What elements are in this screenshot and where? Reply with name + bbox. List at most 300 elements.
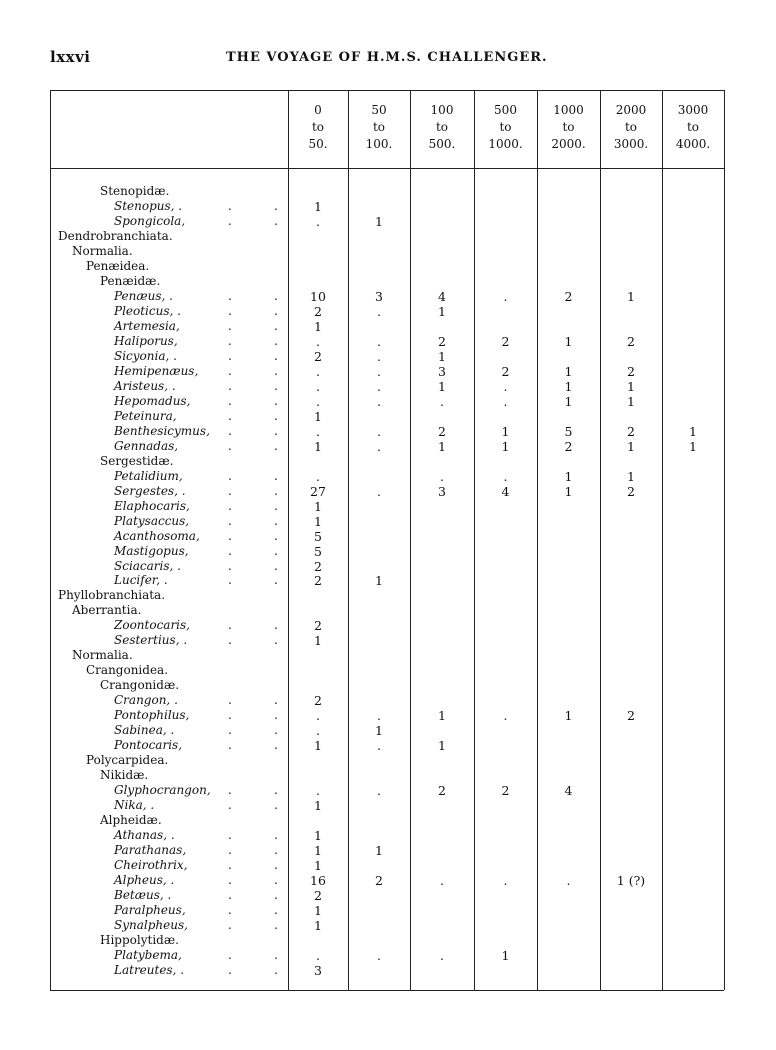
count-cell: 2 [375,873,383,889]
leader-dot: . [228,558,232,573]
leader-dot: . [228,288,232,303]
count-cell: . [377,348,381,364]
genus-name: Hepomadus, [114,393,191,408]
leader-dot: . [228,348,232,363]
count-cell: 1 (?) [616,873,646,889]
leader-dot: . [274,423,278,438]
count-cell: . [377,738,381,754]
count-cell: 10 [310,288,326,304]
count-cell: 1 [501,438,510,454]
leader-dot: . [274,363,278,378]
genus-name: Spongicola, [114,213,186,228]
taxon-heading: Penæidea. [86,258,150,273]
leader-dot: . [228,423,232,438]
genus-name: Penæus, . [114,288,173,303]
leader-dot: . [228,947,232,962]
leader-dot: . [274,618,278,633]
column-header [348,102,410,153]
genus-name: Pleoticus, . [114,303,181,318]
table-row [50,199,724,214]
leader-dot: . [274,918,278,933]
count-cell: 2 [438,423,446,439]
leader-dot: . [274,198,278,213]
count-cell: . [440,393,444,409]
count-cell: 1 [564,393,573,409]
table-row [50,364,724,379]
table-row [50,214,724,229]
table-row [50,723,724,738]
leader-dot: . [228,888,232,903]
column-header-mid: to [372,120,386,134]
leader-dot: . [228,198,232,213]
table-row [50,933,724,948]
leader-dot: . [274,558,278,573]
table-row [50,693,724,708]
leader-dot: . [274,393,278,408]
count-cell: 27 [310,483,326,499]
count-cell: 3 [375,288,383,304]
genus-name: Sestertius, . [114,633,188,648]
leader-dot: . [228,903,232,918]
count-cell: 1 [375,843,383,859]
count-cell: 1 [438,378,446,394]
leader-dot: . [228,333,232,348]
count-cell: 2 [627,708,635,724]
genus-name: Benthesicymus, [114,423,210,438]
count-cell: 1 [314,498,322,514]
leader-dot: . [274,947,278,962]
leader-dot: . [274,408,278,423]
taxon-heading: Alpheidæ. [100,813,162,828]
count-cell: 1 [314,798,322,814]
count-cell: 2 [627,333,635,349]
count-cell: 1 [375,723,383,739]
column-header-mid: to [624,120,638,134]
leader-dot: . [228,213,232,228]
count-cell: 3 [438,483,446,499]
count-cell: 5 [314,528,322,544]
table-row [50,454,724,469]
taxon-heading: Phyllobranchiata. [58,588,166,603]
genus-name: Athanas, . [114,828,175,843]
leader-dot: . [274,962,278,977]
table-row [50,559,724,574]
count-cell: 1 [375,573,383,589]
leader-dot: . [274,543,278,558]
count-cell: . [316,947,320,963]
column-header-mid: to [686,120,700,134]
leader-dot: . [274,438,278,453]
count-cell: 1 [314,828,322,844]
table-row [50,349,724,364]
column-header-mid: to [435,120,449,134]
count-cell: 2 [314,888,322,904]
table-row [50,259,724,274]
table-row [50,499,724,514]
table-row [50,229,724,244]
column-header-bottom: 2000. [551,137,586,151]
count-cell: 1 [314,843,322,859]
count-cell: 1 [314,903,322,919]
column-header-bottom: 1000. [488,137,523,151]
table-row [50,424,724,439]
table-row [50,798,724,813]
leader-dot: . [274,348,278,363]
leader-dot: . [274,843,278,858]
count-cell: . [503,393,508,409]
leader-dot: . [274,783,278,798]
column-header-top: 1000 [553,103,584,117]
table-row [50,274,724,289]
table-row [50,409,724,424]
count-cell: 1 [627,438,635,454]
leader-dot: . [228,513,232,528]
leader-dot: . [274,903,278,918]
count-cell: 1 [564,708,573,724]
count-cell: 1 [314,438,322,454]
leader-dot: . [228,498,232,513]
taxon-heading: Dendrobranchiata. [58,228,173,243]
column-header [600,102,662,153]
count-cell: . [377,708,381,724]
table-row [50,484,724,499]
column-rule [724,90,725,990]
table-row [50,379,724,394]
genus-name: Alpheus, . [114,873,175,888]
count-cell: . [503,468,508,484]
column-header-mid: to [311,120,325,134]
leader-dot: . [228,363,232,378]
column-header [662,102,724,153]
taxon-heading: Aberrantia. [72,603,142,618]
leader-dot: . [228,693,232,708]
genus-name: Lucifer, . [114,573,168,588]
leader-dot: . [274,708,278,723]
table-row [50,708,724,723]
count-cell: 2 [314,573,322,589]
count-cell: 2 [501,783,510,799]
table-row [50,738,724,753]
table-row [50,184,724,199]
leader-dot: . [228,393,232,408]
count-cell: . [316,393,320,409]
count-cell: . [503,708,508,724]
count-cell: 1 [438,738,446,754]
table-row [50,334,724,349]
leader-dot: . [274,738,278,753]
count-cell: . [316,333,320,349]
count-cell: 1 [314,858,322,874]
leader-dot: . [228,738,232,753]
taxon-heading: Crangonidea. [86,663,169,678]
genus-name: Latreutes, . [114,962,185,977]
count-cell: 1 [314,738,322,754]
genus-name: Zoontocaris, [114,618,190,633]
genus-name: Platybema, [114,947,182,962]
genus-name: Petalidium, [114,468,183,483]
genus-name: Platysaccus, [114,513,190,528]
table-row [50,588,724,603]
leader-dot: . [228,873,232,888]
count-cell: 1 [314,318,322,334]
count-cell: . [377,483,381,499]
count-cell: . [503,288,508,304]
count-cell: 1 [564,378,573,394]
table-row [50,244,724,259]
column-header-top: 3000 [677,103,709,117]
leader-dot: . [274,693,278,708]
leader-dot: . [228,828,232,843]
count-cell: 1 [564,333,573,349]
count-cell: 1 [627,393,635,409]
count-cell: 1 [314,513,322,529]
table-row [50,289,724,304]
table-row [50,903,724,918]
count-cell: 2 [627,483,635,499]
table-row [50,873,724,888]
table-row [50,678,724,693]
leader-dot: . [274,378,278,393]
column-header-bottom: 500. [428,137,456,151]
count-cell: 1 [627,378,635,394]
leader-dot: . [228,543,232,558]
count-cell: . [316,363,320,379]
genus-name: Mastigopus, [114,543,189,558]
table-row [50,394,724,409]
count-cell: 2 [564,288,573,304]
column-header-bottom: 50. [308,137,328,151]
table-row [50,648,724,663]
count-cell: . [503,873,508,889]
leader-dot: . [228,483,232,498]
count-cell: 1 [314,198,322,214]
table-header-rule [50,168,724,169]
count-cell: . [377,438,381,454]
count-cell: 2 [314,558,322,574]
leader-dot: . [228,378,232,393]
genus-name: Nika, . [114,798,155,813]
genus-name: Sicyonia, . [114,348,177,363]
leader-dot: . [274,483,278,498]
table-row [50,304,724,319]
genus-name: Pontocaris, [114,738,183,753]
column-header-top: 0 [314,103,322,117]
count-cell: . [316,708,320,724]
leader-dot: . [228,573,232,588]
table-row [50,783,724,798]
count-cell: 16 [310,873,326,889]
leader-dot: . [274,528,278,543]
column-header-bottom: 3000. [613,137,649,151]
count-cell: . [440,947,444,963]
leader-dot: . [274,318,278,333]
leader-dot: . [274,498,278,513]
count-cell: . [316,213,320,229]
count-cell: . [377,393,381,409]
genus-name: Sciacaris, . [114,558,181,573]
count-cell: . [316,723,320,739]
table-row [50,618,724,633]
leader-dot: . [228,318,232,333]
count-cell: . [377,303,381,319]
leader-dot: . [274,858,278,873]
genus-name: Artemesia, [114,318,180,333]
column-header-top: 2000 [615,103,647,117]
genus-name: Parathanas, [114,843,187,858]
count-cell: 2 [564,438,573,454]
table-top-rule [50,90,724,91]
leader-dot: . [274,303,278,318]
table-row [50,573,724,588]
count-cell: 4 [438,288,446,304]
genus-name: Sergestes, . [114,483,186,498]
count-cell: 1 [501,947,510,963]
count-cell: . [440,468,444,484]
genus-name: Betæus, . [114,888,172,903]
leader-dot: . [228,468,232,483]
leader-dot: . [274,573,278,588]
table-row [50,918,724,933]
taxon-heading: Polycarpidea. [86,753,169,768]
table-row [50,633,724,648]
taxon-heading: Normalia. [72,243,133,258]
count-cell: . [377,378,381,394]
count-cell: 1 [438,438,446,454]
leader-dot: . [274,333,278,348]
count-cell: 2 [314,303,322,319]
count-cell: 1 [564,483,573,499]
table-row [50,963,724,978]
count-cell: . [377,363,381,379]
genus-name: Acanthosoma, [114,528,200,543]
table-row [50,469,724,484]
taxon-heading: Nikidæ. [100,768,149,783]
column-header-bottom: 4000. [675,137,711,151]
count-cell: 4 [564,783,573,799]
table-row [50,888,724,903]
count-cell: 3 [314,962,322,978]
taxon-heading: Stenopidæ. [100,184,170,198]
genus-name: Gennadas, [114,438,179,453]
leader-dot: . [228,783,232,798]
count-cell: 1 [314,408,322,424]
column-header-mid: to [499,120,512,134]
count-cell: . [316,378,320,394]
taxon-heading: Normalia. [72,648,133,663]
count-cell: 1 [314,918,322,934]
taxon-heading: Penæidæ. [100,273,161,288]
genus-name: Haliporus, [114,333,178,348]
leader-dot: . [228,798,232,813]
genus-name: Pontophilus, [114,708,190,723]
leader-dot: . [274,723,278,738]
count-cell: 1 [564,363,573,379]
count-cell: 1 [375,213,383,229]
leader-dot: . [274,513,278,528]
count-cell: . [377,333,381,349]
count-cell: . [316,423,320,439]
leader-dot: . [228,918,232,933]
count-cell: . [377,947,381,963]
leader-dot: . [228,303,232,318]
taxon-heading: Hippolytidæ. [100,933,179,947]
column-header [288,102,348,153]
leader-dot: . [274,798,278,813]
count-cell: . [316,783,320,799]
genus-name: Elaphocaris, [114,498,190,513]
table-row [50,439,724,454]
count-cell: 5 [564,423,573,439]
leader-dot: . [228,708,232,723]
count-cell: 2 [501,333,510,349]
genus-name: Aristeus, . [114,378,176,393]
count-cell: 1 [438,708,446,724]
count-cell: 1 [689,438,697,454]
column-header [474,102,537,153]
column-header [537,102,600,153]
table-row [50,843,724,858]
genus-name: Cheirothrix, [114,858,188,873]
count-cell: . [377,423,381,439]
table-row [50,858,724,873]
table-row [50,663,724,678]
count-cell: 2 [438,333,446,349]
leader-dot: . [274,468,278,483]
count-cell: 4 [501,483,510,499]
count-cell: 1 [314,633,322,649]
count-cell: 2 [627,363,635,379]
genus-name: Synalpheus, [114,918,188,933]
count-cell: 1 [438,303,446,319]
taxon-heading: Crangonidæ. [100,678,180,693]
genus-name: Hemipenæus, [114,363,199,378]
leader-dot: . [274,288,278,303]
page-number: lxxvi [50,48,91,66]
genus-name: Paralpheus, [114,903,186,918]
genus-name: Crangon, . [114,693,178,708]
table-row [50,514,724,529]
genus-name: Stenopus, . [114,198,183,213]
column-header-mid: to [562,120,575,134]
count-cell: 1 [689,423,697,439]
count-cell: . [440,873,444,889]
leader-dot: . [274,633,278,648]
count-cell: . [377,783,381,799]
depth-distribution-table [50,90,724,990]
leader-dot: . [274,213,278,228]
leader-dot: . [228,618,232,633]
genus-name: Peteinura, [114,408,177,423]
leader-dot: . [228,962,232,977]
leader-dot: . [228,528,232,543]
leader-dot: . [274,828,278,843]
table-row [50,529,724,544]
count-cell: 1 [564,468,573,484]
column-header [410,102,474,153]
table-row [50,948,724,963]
table-row [50,753,724,768]
table-row [50,828,724,843]
count-cell: . [503,378,508,394]
table-row [50,603,724,618]
count-cell: 2 [627,423,635,439]
leader-dot: . [228,723,232,738]
table-row [50,319,724,334]
column-header-top: 50 [371,103,387,117]
column-header-top: 500 [494,103,517,117]
genus-name: Sabinea, . [114,723,175,738]
table-row [50,768,724,783]
